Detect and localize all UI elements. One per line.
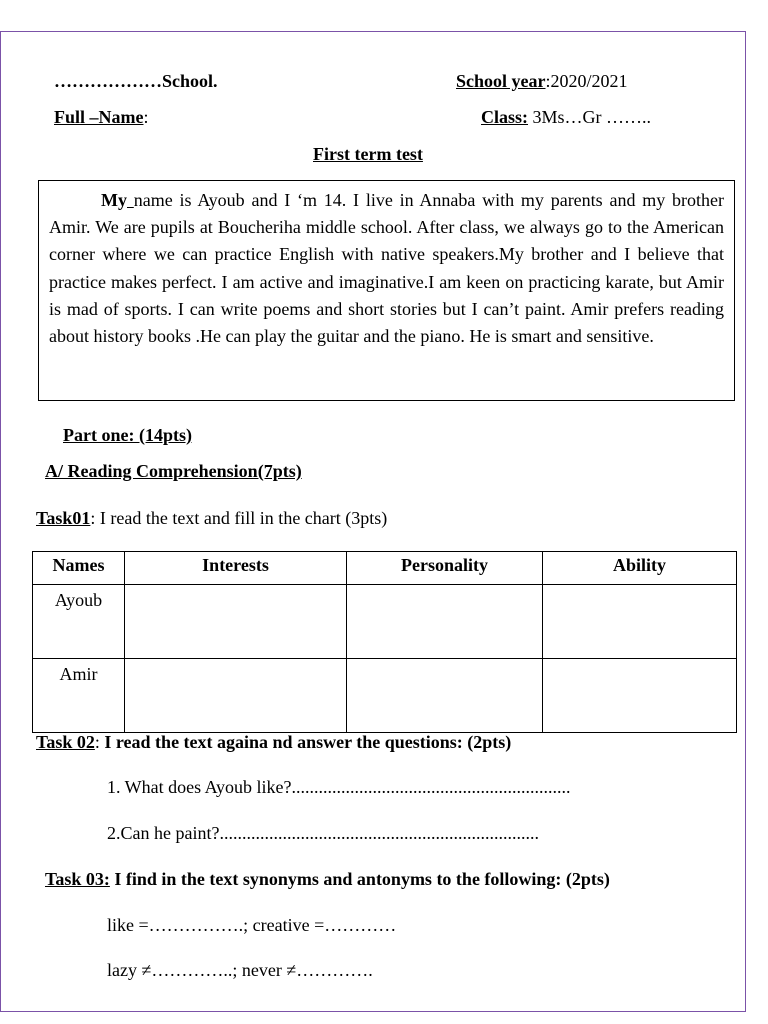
chart-cell-personality[interactable] bbox=[347, 659, 543, 733]
chart-header-ability: Ability bbox=[543, 552, 737, 585]
test-title: First term test bbox=[313, 144, 423, 164]
class-label: Class: bbox=[481, 107, 529, 127]
task01-instruction bbox=[36, 507, 387, 529]
school-year-value: :2020/2021 bbox=[545, 71, 628, 91]
chart-header-interests: Interests bbox=[125, 552, 347, 585]
reading-comprehension-heading: A/ Reading Comprehension(7pts) bbox=[45, 461, 302, 481]
task01-text: : I read the text and fill in the chart (3pts) bbox=[90, 508, 388, 528]
task03-label: Task 03: bbox=[45, 869, 110, 889]
passage-underlined-space bbox=[127, 190, 134, 210]
chart-cell-interests[interactable] bbox=[125, 585, 347, 659]
chart-cell-interests[interactable] bbox=[125, 659, 347, 733]
task02-text: I read the text againa nd answer the questions: (2pts) bbox=[99, 732, 512, 752]
class-field bbox=[481, 106, 651, 128]
task02-question-1: 1. What does Ayoub like?.............................................................. bbox=[107, 777, 571, 797]
chart-header-personality: Personality bbox=[347, 552, 543, 585]
full-name-colon: : bbox=[143, 107, 149, 127]
school-year bbox=[456, 70, 628, 92]
task02-label: Task 02 bbox=[36, 732, 95, 752]
chart-header-row bbox=[33, 552, 737, 585]
chart-row-amir bbox=[33, 659, 737, 733]
chart-cell-personality[interactable] bbox=[347, 585, 543, 659]
task03-line-2: lazy ≠…………..; never ≠…………. bbox=[107, 960, 373, 980]
class-value: 3Ms…Gr …….. bbox=[528, 107, 652, 127]
school-name-field bbox=[54, 70, 218, 92]
chart-header-names: Names bbox=[33, 552, 125, 585]
task01-label: Task01 bbox=[36, 508, 91, 528]
full-name-label: Full –Name bbox=[54, 107, 144, 127]
chart-cell-ability[interactable] bbox=[543, 585, 737, 659]
full-name-field bbox=[54, 106, 149, 128]
chart-cell-ability[interactable] bbox=[543, 659, 737, 733]
reading-passage bbox=[38, 180, 735, 401]
school-year-label: School year bbox=[456, 71, 546, 91]
chart-row-ayoub bbox=[33, 585, 737, 659]
task02-instruction bbox=[36, 731, 511, 753]
task02-colon: : bbox=[94, 732, 100, 752]
chart-cell-name: Ayoub bbox=[33, 585, 125, 659]
fill-in-chart bbox=[32, 551, 737, 733]
school-name-text: ………………School. bbox=[54, 71, 218, 91]
passage-text: name is Ayoub and I ‘m 14. I live in Annaba with my parents and my brother Amir. We are pupils at Boucheriha middle school. After class, we always go to the American corner where we can practice English with native speakers.My brother and I believe that practice makes perfect. I am active and imaginative.I am keen on practicing karate, but Amir is mad of sports. I can write poems and short stories but I can’t paint. Amir prefers reading about history books .He can play the guitar and the piano. He is smart and sensitive. bbox=[49, 190, 724, 347]
task03-instruction bbox=[45, 868, 610, 890]
task03-text: I find in the text synonyms and antonyms to the following: (2pts) bbox=[109, 869, 610, 889]
task02-question-2: 2.Can he paint?....................................................................... bbox=[107, 823, 539, 843]
part-one-heading: Part one: (14pts) bbox=[63, 425, 192, 445]
chart-cell-name: Amir bbox=[33, 659, 125, 733]
passage-first-word: My bbox=[101, 190, 127, 210]
task03-line-1: like =…………….; creative =………… bbox=[107, 915, 397, 935]
